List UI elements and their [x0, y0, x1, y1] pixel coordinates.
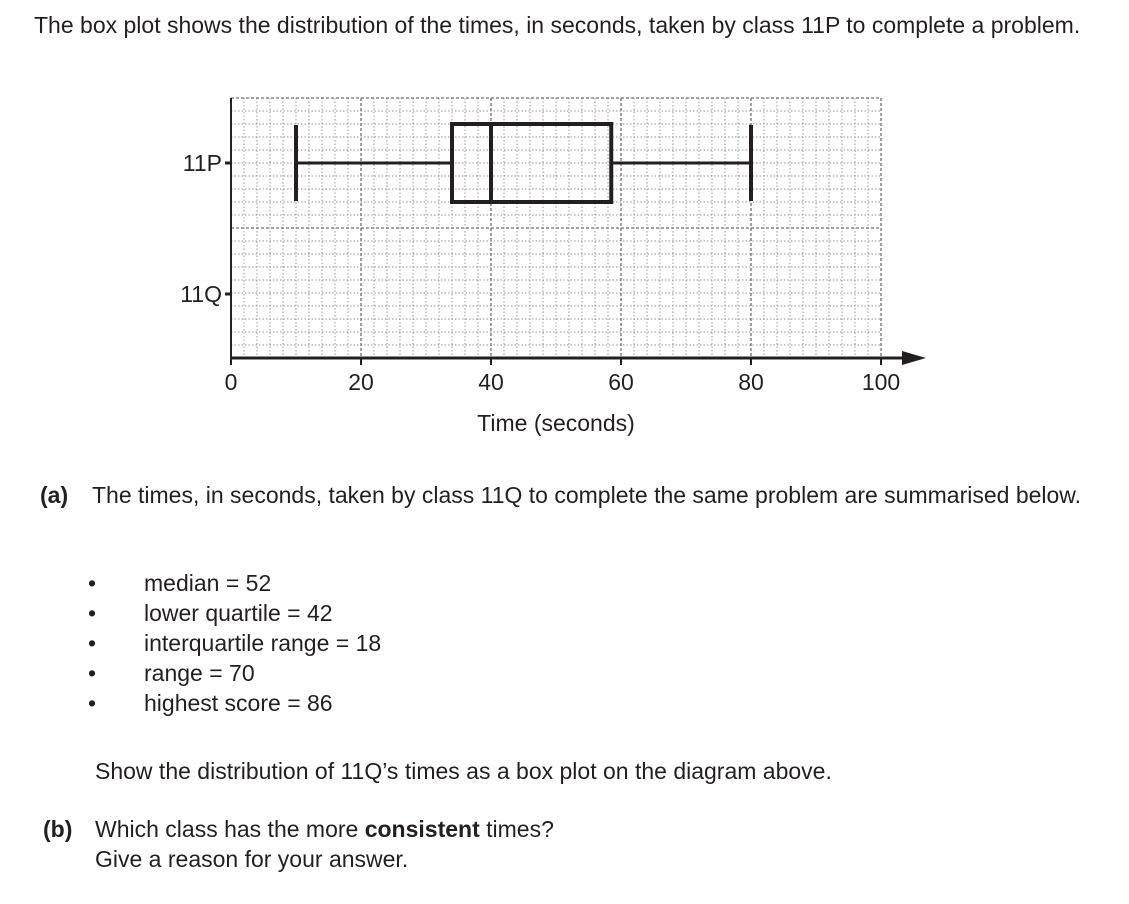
bullet-icon: •	[88, 630, 97, 656]
question-intro: The box plot shows the distribution of the times, in seconds, taken by class 11P to complete a problem.	[34, 12, 1081, 38]
box-plot-11P	[296, 124, 751, 202]
category-labels	[180, 150, 231, 307]
part-a-label: (a)	[40, 482, 69, 508]
summary-median: median = 52	[144, 570, 272, 596]
bullet-icon: •	[88, 570, 97, 596]
part-a-text: The times, in seconds, taken by class 11Q to complete the same problem are summarised below.	[92, 482, 1082, 508]
part-a-instruction: Show the distribution of 11Q’s times as a box plot on the diagram above.	[95, 758, 832, 784]
x-axis-arrow-icon	[902, 351, 926, 365]
summary-range: range = 70	[144, 660, 255, 686]
x-tick-label: 100	[861, 369, 901, 395]
category-label: 11Q	[180, 281, 222, 307]
category-label: 11P	[182, 150, 222, 176]
interquartile-box	[452, 124, 611, 202]
part-b-question	[95, 814, 554, 844]
summary-iqr: interquartile range = 18	[144, 630, 382, 656]
part-b-bold-word: consistent	[364, 816, 480, 842]
x-tick-label: 60	[608, 369, 634, 395]
bullet-icon: •	[88, 600, 97, 626]
bullet-icon: •	[88, 690, 97, 716]
summary-lower-quartile: lower quartile = 42	[144, 600, 333, 626]
x-axis-ticks	[225, 358, 901, 395]
part-b-reason-prompt: Give a reason for your answer.	[95, 846, 409, 872]
x-axis-label: Time (seconds)	[477, 410, 635, 436]
bullet-icon: •	[88, 660, 97, 686]
x-tick-label: 0	[224, 369, 238, 395]
part-b-text-before: Which class has the more	[95, 816, 365, 842]
plot-axes	[230, 98, 926, 365]
plot-grid	[231, 98, 881, 358]
x-tick-label: 80	[738, 369, 764, 395]
part-b-label: (b)	[43, 816, 73, 842]
summary-highest-score: highest score = 86	[144, 690, 333, 716]
part-b-text-after: times?	[479, 816, 554, 842]
x-tick-label: 20	[348, 369, 374, 395]
x-tick-label: 40	[478, 369, 504, 395]
